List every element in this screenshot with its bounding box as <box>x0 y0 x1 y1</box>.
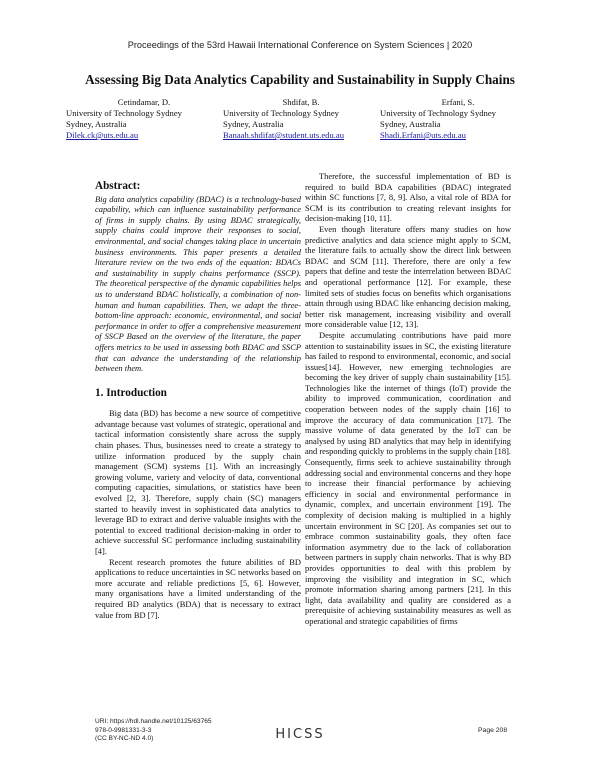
author-email-link[interactable]: Dilek.ck@uts.edu.au <box>66 130 139 140</box>
author-3 <box>380 97 536 141</box>
right-column <box>305 171 511 627</box>
author-name: Cetindamar, D. <box>117 97 171 107</box>
hicss-logo: HICSS <box>275 727 325 742</box>
author-affiliation: University of Technology Sydney <box>223 108 339 118</box>
right-paragraph-2: Even though literature offers many studies on how predictive analytics and data science might apply to SCM, the literature fails to actually show the direct link between BDAC and SCM [11]. Therefore, there are only a few papers that define and teste the interrelation between BDAC and operational performance [12]. For example, these limited sets of studies focus on benefits which organisations attain through using BDAC like enhancing decision making, better risk management, increasing visibility and overall more considerable value [12, 13]. <box>305 223 511 330</box>
author-block <box>66 97 536 141</box>
author-1 <box>66 97 222 141</box>
right-paragraph-3: Despite accumulating contributions have paid more attention to sustainability issues in SC, the existing literature has failed to respond to environmental, economic, and social issues[14]. However, new emerging technologies are becoming the key driver of supply chain sustainability [15]. Technologies like the internet of things (IoT) provide the ability to improved communication, coordination and cooperation between nodes of the supply chain [16] to improve the accuracy of data communication [17]. The massive volume of data generated by the IoT can be analysed by using BD analytics that may help in identifying and responding quickly to problems in the supply chain [18]. Consequently, firms seek to achieve sustainability through addressing social and environmental concerns and they hope to increase their financial performance by achieving efficiency in social and environmental performance in dynamic, complex, and uncertain environment [19]. The complexity of decision making is multiplied in a highly uncertain environment in SC [20]. As companies set out to embrace common sustainability goals, they often face information asymmetry due to the lack of collaboration between partners in supply chain networks. That is why BD provides opportunities to deal with this problem by improving the visibility and integration in SC, which promote information sharing among partners [21]. In this light, data availability and quality are considered as a prerequisite of achieving sustainability measures as well as operational and strategic capabilities of firms <box>305 329 511 626</box>
footer-uri[interactable]: URI: https://hdl.handle.net/10125/63765 <box>95 718 212 725</box>
author-location: Sydney, Australia <box>66 119 127 129</box>
section-heading-introduction: 1. Introduction <box>95 386 167 399</box>
right-paragraph-1: Therefore, the successful implementation of BD is required to build BDA capabilities (BDAC) integrated within SC functions [7, 8, 9]. Also, a vital role of BDA for SCM is its contribution to creating relevant insights for decision-making [10, 11]. <box>305 171 511 224</box>
abstract-text: Big data analytics capability (BDAC) is a technology-based capability, which can influence sustainability performance of firms in supply chains. By using BDAC strategically, supply chains could improve their responses to social, environmental, and social changes taking place in uncertain business environments. This paper presents a detailed literature review on the two ends of the equation: BDACs and sustainability in supply chains performance (SSCP). The theoretical perspective of the dynamic capabilities helps us to understand BDAC holistically, a combination of non-human and human capabilities. Then, we adapt the three-bottom-line approach: economic, environmental, and social performance in order to offer a comprehensive measurement of SSCP Based on the overview of the literature, the paper offers metrics to be used in assessing both BDAC and SSCP that can advance the understanding of the relationship between them. <box>95 193 301 374</box>
author-email-link[interactable]: Shadi.Erfani@uts.edu.au <box>380 130 466 140</box>
intro-paragraph-2: Recent research promotes the future abilities of BD applications to reduce uncertainties in SC networks based on more accurate and reliable predictions [5, 6]. However, many organisations have a limited understanding of the required BD analytics (BDA) that is necessary to extract value from BD [7]. <box>95 556 301 620</box>
author-location: Sydney, Australia <box>223 119 284 129</box>
footer-license: (CC BY-NC-ND 4.0) <box>95 735 154 743</box>
author-email-link[interactable]: Banaah.shdifat@student.uts.edu.au <box>223 130 345 140</box>
author-location: Sydney, Australia <box>380 119 441 129</box>
intro-paragraph-1: Big data (BD) has become a new source of competitive advantage because vast volumes of strategic, operational and tactical information consistently share across the supply chain phases. Thus, businesses need to create a strategy to utilize information produced by the supply chain management (SCM) systems [1]. With an increasingly growing volume, variety and velocity of data, conventional computing capacities, simulations, or statistics have been evolved [2, 3]. Therefore, supply chain (SC) managers started to heavily invest in sophisticated data analytics to leverage BD to extract and derive valuable insights with the potential to exceed traditional decision-making in order to achieve successful SC performance including sustainability [4]. <box>95 408 301 556</box>
footer-isbn: 978-0-9981331-3-3 <box>95 726 152 734</box>
paper-title: Assessing Big Data Analytics Capability and Sustainability in Supply Chains <box>85 72 515 87</box>
page-number: Page 208 <box>478 727 508 734</box>
author-name: Erfani, S. <box>441 97 475 107</box>
author-2 <box>223 97 379 141</box>
conference-header: Proceedings of the 53rd Hawaii International Conference on System Sciences | 2020 <box>127 40 473 50</box>
left-column <box>95 181 301 620</box>
abstract-heading: Abstract: <box>95 180 141 192</box>
author-affiliation: University of Technology Sydney <box>66 108 182 118</box>
author-affiliation: University of Technology Sydney <box>380 108 496 118</box>
author-name: Shdifat, B. <box>282 97 320 107</box>
